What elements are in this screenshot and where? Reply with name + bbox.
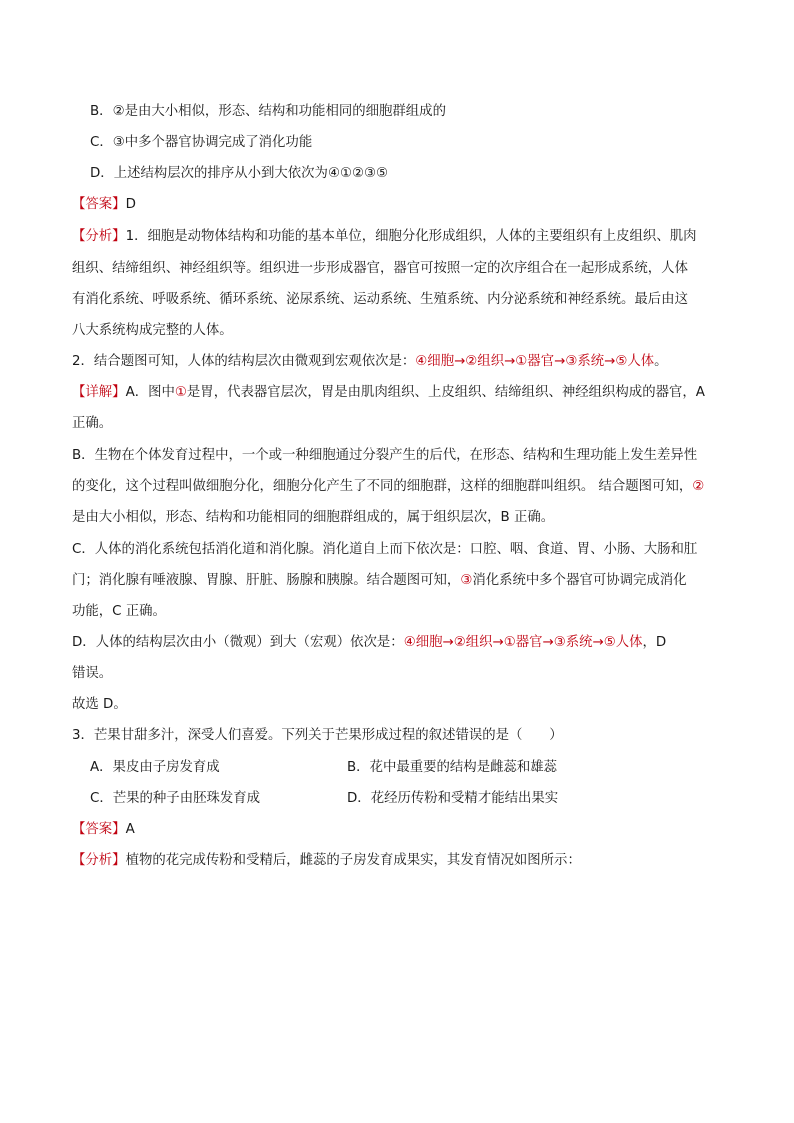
detail-text: D．人体的结构层次由小（微观）到大（宏观）依次是：: [72, 635, 404, 650]
q2-detail-a-line-1: [72, 385, 705, 401]
q2-analysis-line-3: 有消化系统、呼吸系统、循环系统、泌尿系统、运动系统、生殖系统、内分泌系统和神经系统。最后由这: [72, 292, 688, 307]
q2-detail-c-line-1: C．人体的消化系统包括消化道和消化腺。消化道自上而下依次是：口腔、咽、食道、胃、小肠、大肠和肛: [72, 542, 698, 557]
q2-analysis-line-1: [72, 229, 697, 245]
q3-option-d: D．花经历传粉和受精才能结出果实: [347, 791, 559, 806]
q3-stem: 3．芒果甘甜多汁，深受人们喜爱。下列关于芒果形成过程的叙述错误的是（ ）: [72, 728, 563, 743]
answer-tag: 【答案】: [72, 822, 126, 837]
answer-tag: 【答案】: [72, 197, 126, 212]
q2-detail-b-line-1: B．生物在个体发育过程中，一个或一种细胞通过分裂产生的后代，在形态、结构和生理功能上发生差异性: [72, 448, 698, 463]
structure-sequence: ④细胞→②组织→①器官→③系统→⑤人体: [403, 635, 643, 650]
marker-1: ①: [174, 385, 187, 400]
answer-value: D: [125, 197, 136, 212]
detail-text: 是胃，代表器官层次，胃是由肌肉组织、上皮组织、结缔组织、神经组织构成的器官，A: [186, 385, 705, 400]
q3-option-c: C．芒果的种子由胚珠发育成: [90, 791, 261, 806]
q3-option-b: B．花中最重要的结构是雌蕊和雄蕊: [347, 760, 558, 775]
q2-conclusion: 故选 D。: [72, 697, 127, 712]
marker-3: ③: [460, 573, 473, 588]
analysis-point-text: 2．结合题图可知，人体的结构层次由微观到宏观依次是：: [72, 354, 416, 369]
detail-text: A．图中: [125, 385, 175, 400]
q2-answer: [72, 197, 136, 213]
q2-detail-a-line-2: 正确。: [72, 416, 113, 431]
q2-option-c: C．③中多个器官协调完成了消化功能: [90, 135, 313, 150]
q3-option-a: A．果皮由子房发育成: [90, 760, 220, 775]
q2-option-b: B．②是由大小相似，形态、结构和功能相同的细胞群组成的: [90, 104, 446, 119]
q3-answer: [72, 822, 135, 838]
analysis-text: 1．细胞是动物体结构和功能的基本单位，细胞分化形成组织，人体的主要组织有上皮组织、肌肉: [125, 229, 697, 244]
q2-analysis-line-4: 八大系统构成完整的人体。: [72, 323, 233, 338]
q2-detail-b-line-3: 是由大小相似，形态、结构和功能相同的细胞群组成的，属于组织层次，B 正确。: [72, 510, 555, 525]
q2-detail-c-line-3: 功能，C 正确。: [72, 604, 166, 619]
detail-tag: 【详解】: [72, 385, 126, 400]
analysis-text: 植物的花完成传粉和受精后，雌蕊的子房发育成果实，其发育情况如图所示：: [125, 853, 581, 868]
analysis-point-end: 。: [654, 354, 668, 369]
q2-option-d: D．上述结构层次的排序从小到大依次为④①②③⑤: [90, 166, 388, 181]
detail-text: 消化系统中多个器官可协调完成消化: [472, 573, 687, 588]
q2-detail-d-line-2: 错误。: [72, 666, 113, 681]
q2-analysis-line-2: 组织、结缔组织、神经组织等。组织进一步形成器官，器官可按照一定的次序组合在一起形成系统，人体: [72, 261, 688, 276]
detail-text: 门；消化腺有唾液腺、胃腺、肝脏、肠腺和胰腺。结合题图可知，: [72, 573, 461, 588]
analysis-tag: 【分析】: [72, 229, 126, 244]
q2-detail-d-line-1: [72, 635, 666, 651]
marker-2: ②: [692, 479, 705, 494]
structure-sequence: ④细胞→②组织→①器官→③系统→⑤人体: [415, 354, 655, 369]
detail-text: 的变化，这个过程叫做细胞分化，细胞分化产生了不同的细胞群，这样的细胞群叫组织。 结合题图可知，: [72, 479, 693, 494]
q2-detail-c-line-2: [72, 573, 687, 589]
q3-analysis: [72, 853, 581, 869]
q2-detail-b-line-2: [72, 479, 704, 495]
q2-analysis-point-2: [72, 354, 668, 370]
answer-value: A: [125, 822, 135, 837]
detail-text: ，D: [642, 635, 667, 650]
analysis-tag: 【分析】: [72, 853, 126, 868]
